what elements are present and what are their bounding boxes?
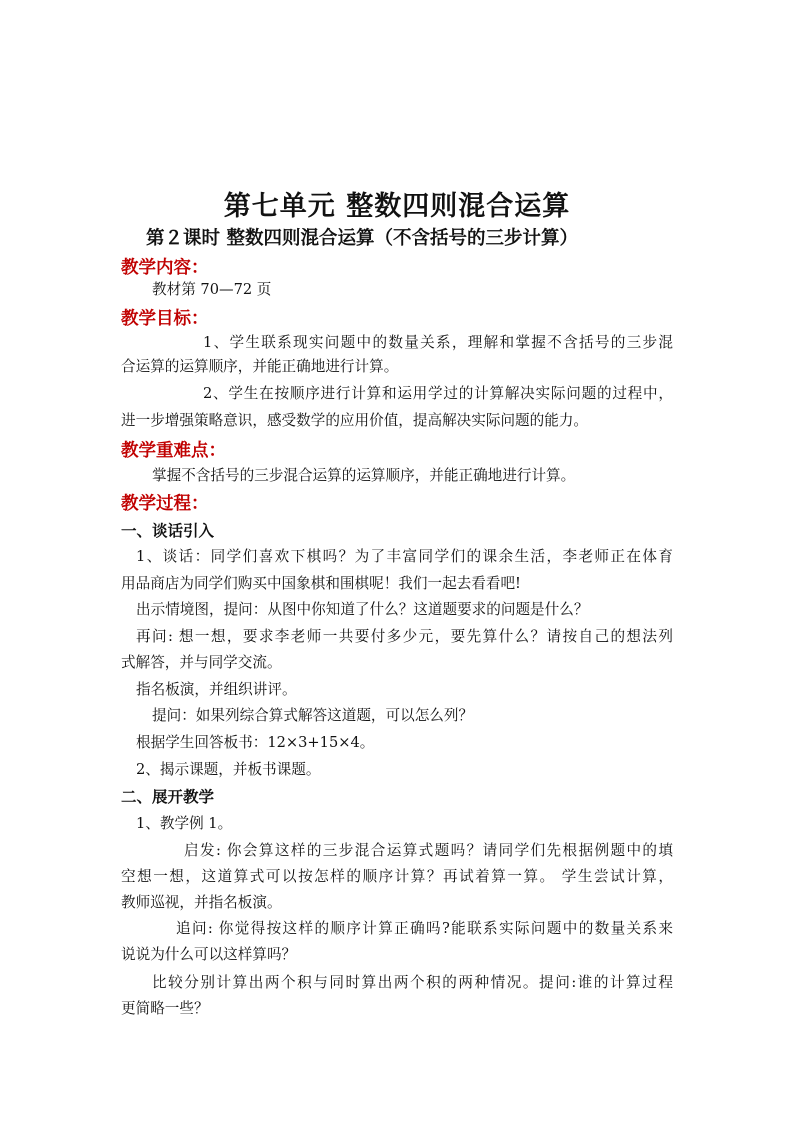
part2-heading: 二、展开教学 bbox=[121, 788, 215, 806]
part1-line-2: 用品商店为同学们购买中国象棋和围棋呢！我们一起去看看吧! bbox=[121, 575, 521, 592]
part2-line-5: 追问: 你觉得按这样的顺序计算正确吗?能联系实际问题中的数量关系来 bbox=[176, 920, 673, 937]
part1-line-3: 出示情境图，提问：从图中你知道了什么？这道题要求的问题是什么？ bbox=[136, 601, 589, 618]
part2-line-4: 教师巡视，并指名板演。 bbox=[121, 894, 282, 911]
heading-key-points: 教学重难点： bbox=[121, 441, 226, 461]
lesson-subtitle: 第２课时 整数四则混合运算（不含括号的三步计算） bbox=[146, 228, 578, 249]
heading-teaching-process: 教学过程： bbox=[121, 494, 209, 514]
heading-teaching-content: 教学内容： bbox=[121, 258, 209, 278]
part1-line-1: 1、谈话：同学们喜欢下棋吗？为了丰富同学们的课余生活，李老师正在体育 bbox=[136, 548, 673, 565]
part1-line-7: 提问：如果列综合算式解答这道题，可以怎么列？ bbox=[152, 707, 474, 724]
part2-line-6: 说说为什么可以这样算吗？ bbox=[121, 946, 297, 963]
part2-line-1: 1、教学例 1。 bbox=[136, 815, 233, 832]
objective-2-line-2: 进一步增强策略意识，感受数学的应用价值，提高解决实际问题的能力。 bbox=[121, 412, 589, 429]
objective-1-line-1: 1、学生联系现实问题中的数量关系，理解和掌握不含括号的三步混 bbox=[203, 334, 673, 351]
key-points-text: 掌握不含括号的三步混合运算的运算顺序，并能正确地进行计算。 bbox=[152, 467, 576, 484]
part2-line-7: 比较分别计算出两个积与同时算出两个积的两种情况。提问:谁的计算过程 bbox=[152, 974, 673, 991]
part1-line-4: 再问: 想一想，要求李老师一共要付多少元，要先算什么？请按自己的想法列 bbox=[136, 628, 673, 645]
heading-teaching-objectives: 教学目标： bbox=[121, 309, 209, 329]
objective-2-line-1: 2、学生在按顺序进行计算和运用学过的计算解决实际问题的过程中， bbox=[203, 385, 673, 402]
part1-line-6: 指名板演，并组织讲评。 bbox=[136, 681, 297, 698]
part2-line-2: 启发: 你会算这样的三步混合运算式题吗？请同学们先根据例题中的填 bbox=[184, 842, 673, 859]
part2-line-3: 空想一想，这道算式可以按怎样的顺序计算？再试着算一算。 学生尝试计算， bbox=[121, 868, 673, 885]
objective-1-line-2: 合运算的运算顺序，并能正确地进行计算。 bbox=[121, 358, 399, 375]
part1-line-9: 2、揭示课题，并板书课题。 bbox=[136, 761, 321, 778]
content-text: 教材第 70—72 页 bbox=[152, 281, 272, 298]
part1-heading: 一、谈话引入 bbox=[121, 522, 215, 540]
part1-line-8: 根据学生回答板书：12×3+15×4。 bbox=[136, 734, 375, 751]
unit-title: 第七单元 整数四则混合运算 bbox=[223, 191, 571, 222]
part2-line-8: 更简略一些？ bbox=[121, 1000, 209, 1017]
part1-line-5: 式解答，并与同学交流。 bbox=[121, 654, 282, 671]
